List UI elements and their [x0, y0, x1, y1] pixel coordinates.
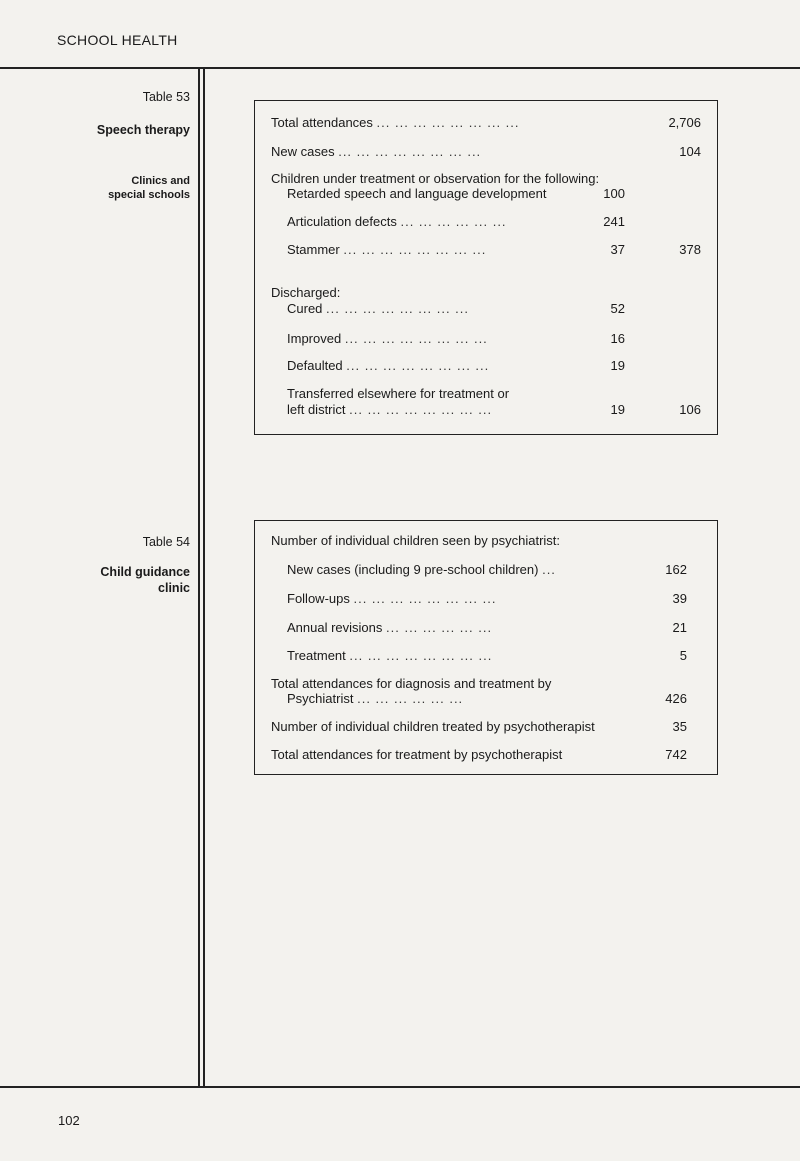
table53-subtitle-1: Clinics and	[131, 175, 190, 187]
t53-stammer-total: 378	[679, 242, 701, 257]
t53-stammer-label: Stammer ... ... ... ... ... ... ... ...	[287, 242, 487, 257]
t54-psychotherapist-attendances-label: Total attendances for treatment by psychotherapist	[271, 747, 563, 762]
t53-stammer-value: 37	[610, 242, 625, 257]
bottom-rule	[0, 1086, 800, 1088]
t53-cured-label: Cured ... ... ... ... ... ... ... ...	[287, 301, 470, 316]
table54-title-2: clinic	[158, 581, 190, 595]
table53-label: Table 53	[142, 90, 190, 104]
t53-articulation-label: Articulation defects ... ... ... ... ... ...	[287, 214, 507, 229]
t54-treatment-label: Treatment ... ... ... ... ... ... ... ...	[287, 648, 493, 663]
t53-total-attendances-label: Total attendances ... ... ... ... ... ... ... ...	[271, 115, 520, 130]
column-rule-left	[198, 67, 200, 1088]
t53-transferred-value: 19	[610, 402, 625, 417]
t53-improved-label: Improved ... ... ... ... ... ... ... ...	[287, 331, 488, 346]
t54-new-cases-value: 162	[665, 562, 687, 577]
t53-transferred-line1: Transferred elsewhere for treatment or	[287, 386, 510, 401]
t54-psychotherapist-attendances-value: 742	[665, 747, 687, 762]
t54-treatment-value: 5	[679, 648, 687, 663]
t54-follow-ups-value: 39	[672, 591, 687, 606]
t54-annual-revisions-value: 21	[672, 620, 687, 635]
t53-articulation-value: 241	[603, 214, 625, 229]
table54-title-1: Child guidance	[100, 565, 190, 579]
page-number: 102	[58, 1113, 80, 1128]
t54-diag-line1: Total attendances for diagnosis and treatment by	[271, 676, 552, 691]
t54-follow-ups-label: Follow-ups ... ... ... ... ... ... ... ...	[287, 591, 497, 606]
running-head: SCHOOL HEALTH	[57, 32, 178, 48]
t53-discharged-heading: Discharged:	[271, 285, 341, 300]
top-rule	[0, 67, 800, 69]
t53-defaulted-value: 19	[610, 358, 625, 373]
t53-improved-value: 16	[610, 331, 625, 346]
t54-psychotherapist-children-label: Number of individual children treated by psychotherapist	[271, 719, 595, 734]
table53-title: Speech therapy	[96, 123, 190, 137]
table54-box	[254, 520, 718, 775]
t53-retarded-label: Retarded speech and language development	[287, 186, 547, 201]
t54-diag-value: 426	[665, 691, 687, 706]
column-rule-right	[203, 67, 205, 1088]
t53-retarded-value: 100	[603, 186, 625, 201]
t54-seen-heading: Number of individual children seen by psychiatrist:	[271, 533, 561, 548]
t53-new-cases-value: 104	[679, 144, 701, 159]
t53-under-treatment-heading: Children under treatment or observation for the following:	[271, 171, 600, 186]
table53-box	[254, 100, 718, 435]
table53-subtitle-2: special schools	[108, 189, 190, 201]
t53-discharged-total: 106	[679, 402, 701, 417]
t53-defaulted-label: Defaulted ... ... ... ... ... ... ... ...	[287, 358, 490, 373]
t54-psychotherapist-children-value: 35	[672, 719, 687, 734]
t54-new-cases-label: New cases (including 9 pre-school children) ...	[287, 562, 556, 577]
t53-transferred-line2: left district ... ... ... ... ... ... ... ...	[287, 402, 493, 417]
t54-annual-revisions-label: Annual revisions ... ... ... ... ... ...	[287, 620, 493, 635]
t53-cured-value: 52	[610, 301, 625, 316]
table54-label: Table 54	[142, 535, 190, 549]
t54-diag-line2: Psychiatrist ... ... ... ... ... ...	[287, 691, 464, 706]
t53-new-cases-label: New cases ... ... ... ... ... ... ... ...	[271, 144, 482, 159]
t53-total-attendances-value: 2,706	[668, 115, 701, 130]
